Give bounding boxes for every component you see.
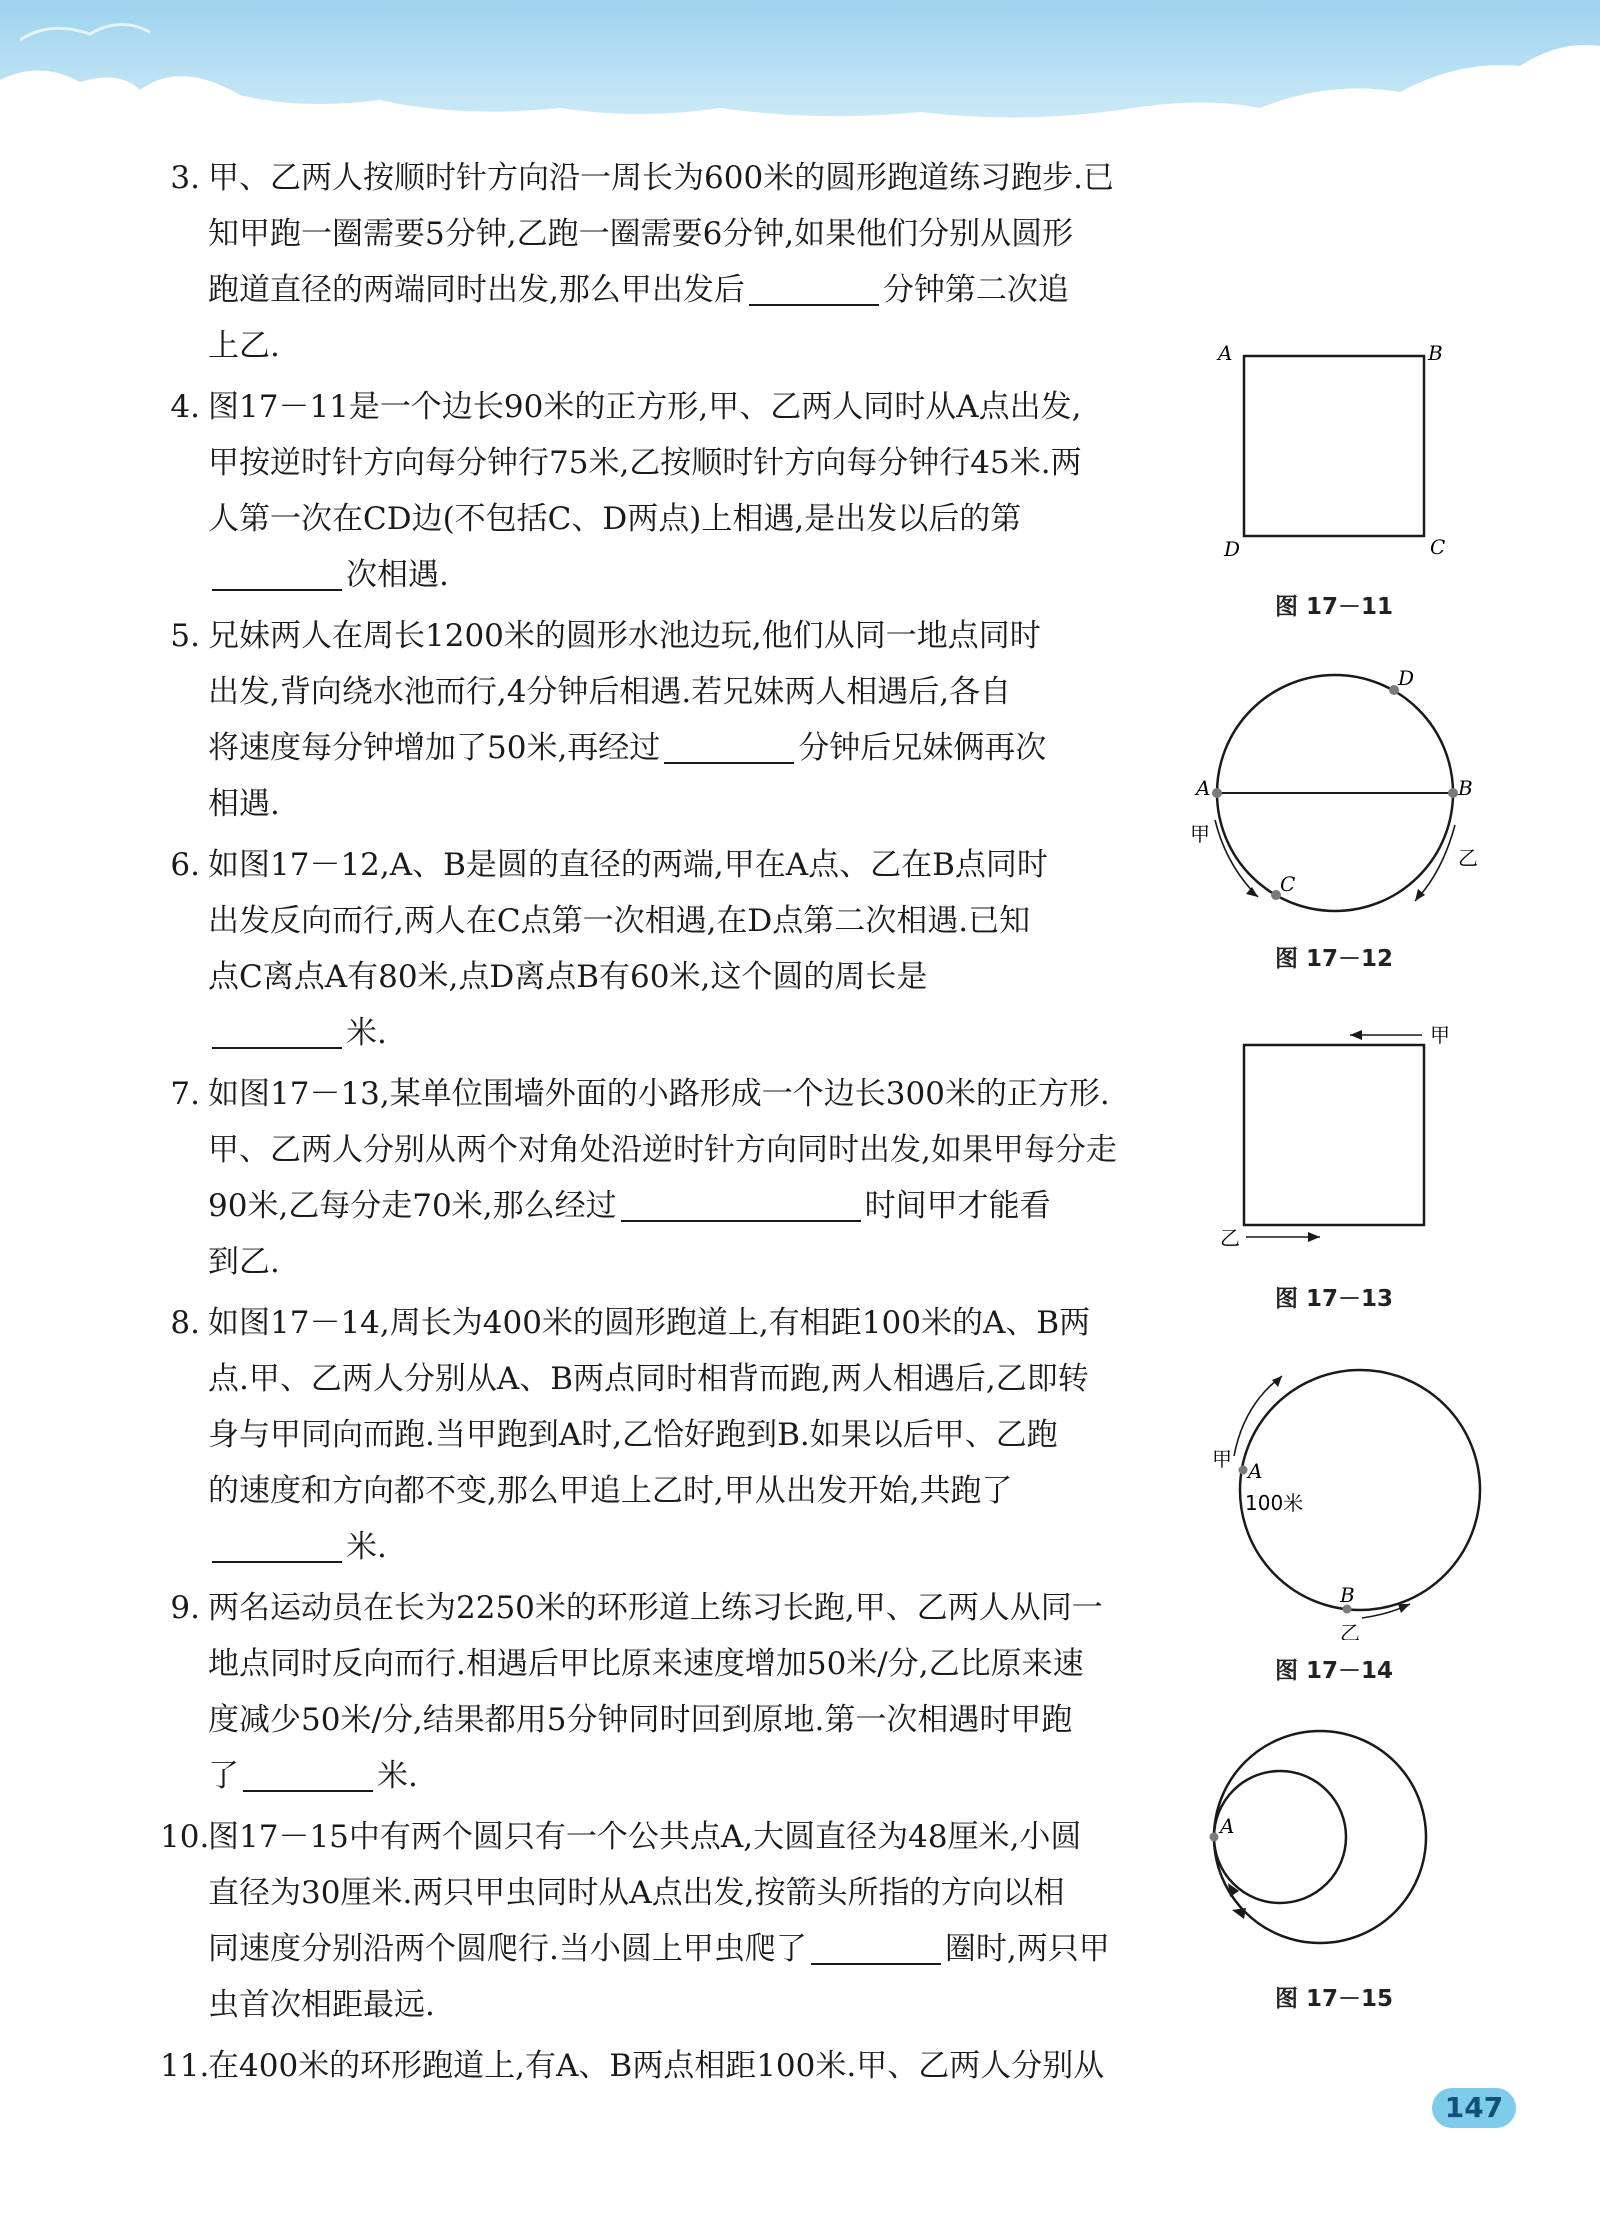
point-a (1239, 1466, 1248, 1475)
point-b (1448, 788, 1458, 798)
problem-line: 图17－11是一个边长90米的正方形,甲、乙两人同时从A点出发, (208, 389, 1082, 425)
problem-line: 甲按逆时针方向每分钟行75米,乙按顺时针方向每分钟行45米.两 (208, 445, 1082, 481)
label-b: B (1458, 776, 1473, 800)
caption-17-13: 图 17－13 (1275, 1286, 1394, 1312)
problem-line: 出发反向而行,两人在C点第一次相遇,在D点第二次相遇.已知 (208, 903, 1031, 939)
answer-blank[interactable] (212, 559, 342, 591)
problem-line: 相遇. (208, 786, 280, 822)
problem-line: 的速度和方向都不变,那么甲追上乙时,甲从出发开始,共跑了 (208, 1473, 1013, 1509)
problem-line: 在400米的环形跑道上,有A、B两点相距100米.甲、乙两人分别从 (208, 2048, 1105, 2084)
caption-17-15: 图 17－15 (1275, 1986, 1394, 2012)
square-shape (1244, 1045, 1424, 1225)
answer-blank[interactable] (212, 1017, 342, 1049)
problem-list (160, 150, 1160, 2099)
problem-11 (160, 2038, 1160, 2094)
problem-number: 3. (170, 160, 200, 196)
circle-shape (1240, 1370, 1480, 1610)
problem-line: 人第一次在CD边(不包括C、D两点)上相遇,是出发以后的第 (208, 501, 1022, 537)
label-jia: 甲 (1212, 1447, 1232, 1471)
answer-blank[interactable] (621, 1190, 861, 1222)
problem-line: 如图17－13,某单位围墙外面的小路形成一个边长300米的正方形. (208, 1076, 1110, 1112)
figure-17-12 (1190, 665, 1490, 925)
label-yi: 乙 (1458, 846, 1478, 870)
problem-number: 5. (170, 618, 200, 654)
problem-line: 米. (208, 1005, 1160, 1061)
problem-line: 如图17－14,周长为400米的圆形跑道上,有相距100米的A、B两 (208, 1305, 1091, 1341)
label-d: D (1398, 666, 1415, 690)
problem-number: 11. (160, 2048, 210, 2084)
label-dist: 100米 (1245, 1491, 1304, 1515)
answer-blank[interactable] (243, 1760, 373, 1792)
label-b: B (1428, 341, 1443, 365)
arrow-large-circle (1232, 1908, 1246, 1919)
figure-17-13 (1200, 1015, 1480, 1265)
problem-line: 出发,背向绕水池而行,4分钟后相遇.若兄妹两人相遇后,各自 (208, 674, 1012, 710)
problem-line: 虫首次相距最远. (208, 1987, 435, 2023)
problem-line: 甲、乙两人分别从两个对角处沿逆时针方向同时出发,如果甲每分走 (208, 1132, 1117, 1168)
problem-line: 同速度分别沿两个圆爬行.当小圆上甲虫爬了 圈时,两只甲 (208, 1931, 1110, 1967)
problem-line: 了 米. (208, 1758, 418, 1794)
answer-blank[interactable] (811, 1933, 941, 1965)
problem-number: 9. (170, 1590, 200, 1626)
answer-blank[interactable] (664, 732, 794, 764)
problem-line: 直径为30厘米.两只甲虫同时从A点出发,按箭头所指的方向以相 (208, 1875, 1065, 1911)
arrow-jia-head (1272, 1376, 1282, 1387)
problem-number: 7. (170, 1076, 200, 1112)
figure-17-14 (1190, 1360, 1490, 1640)
problem-line: 到乙. (208, 1244, 280, 1280)
problem-9 (160, 1580, 1160, 1804)
page-number: 147 (1432, 2088, 1516, 2128)
label-c: C (1430, 535, 1446, 559)
problem-number: 6. (170, 847, 200, 883)
problem-line: 米. (208, 1519, 1160, 1575)
problem-6 (160, 837, 1160, 1061)
label-c: C (1280, 872, 1296, 896)
figure-17-15 (1200, 1715, 1440, 2005)
problem-number: 4. (170, 389, 200, 425)
caption-17-11: 图 17－11 (1275, 594, 1394, 620)
problem-line: 两名运动员在长为2250米的环形道上练习长跑,甲、乙两人从同一 (208, 1590, 1103, 1626)
problem-line: 点C离点A有80米,点D离点B有60米,这个圆的周长是 (208, 959, 928, 995)
label-b: B (1340, 1583, 1355, 1607)
square-shape (1244, 356, 1424, 536)
large-circle (1214, 1731, 1426, 1943)
problem-10 (160, 1809, 1160, 2033)
problem-line: 图17－15中有两个圆只有一个公共点A,大圆直径为48厘米,小圆 (208, 1819, 1082, 1855)
problem-line: 点.甲、乙两人分别从A、B两点同时相背而跑,两人相遇后,乙即转 (208, 1361, 1089, 1397)
arrow-yi-head (1308, 1232, 1320, 1242)
arrow-jia (1234, 1376, 1282, 1456)
problem-8 (160, 1295, 1160, 1575)
arrow-jia-head (1246, 887, 1258, 897)
sky-header-banner (0, 0, 1600, 140)
label-a: A (1248, 1459, 1263, 1483)
arrow-yi-head (1398, 1604, 1410, 1613)
problem-4 (160, 379, 1160, 603)
point-a (1210, 1833, 1219, 1842)
arrow-jia-head (1350, 1030, 1362, 1040)
problem-line: 度减少50米/分,结果都用5分钟同时回到原地.第一次相遇时甲跑 (208, 1702, 1073, 1738)
figure-17-11 (1200, 330, 1460, 570)
label-a: A (1196, 776, 1211, 800)
label-yi: 乙 (1340, 1621, 1360, 1640)
arrow-yi (1415, 825, 1455, 901)
problem-line: 跑道直径的两端同时出发,那么甲出发后 分钟第二次追 (208, 272, 1069, 308)
label-jia: 甲 (1430, 1023, 1450, 1047)
label-yi: 乙 (1220, 1226, 1240, 1250)
label-jia: 甲 (1190, 822, 1210, 846)
point-a (1212, 788, 1222, 798)
problem-line: 知甲跑一圈需要5分钟,乙跑一圈需要6分钟,如果他们分别从圆形 (208, 216, 1074, 252)
label-d: D (1224, 537, 1241, 561)
label-a: A (1218, 341, 1233, 365)
caption-17-12: 图 17－12 (1275, 946, 1394, 972)
problem-line: 上乙. (208, 328, 280, 364)
answer-blank[interactable] (749, 274, 879, 306)
problem-number: 8. (170, 1305, 200, 1341)
caption-17-14: 图 17－14 (1275, 1658, 1394, 1684)
answer-blank[interactable] (212, 1531, 342, 1563)
problem-line: 次相遇. (208, 547, 1160, 603)
problem-line: 90米,乙每分走70米,那么经过 时间甲才能看 (208, 1188, 1051, 1224)
problem-line: 兄妹两人在周长1200米的圆形水池边玩,他们从同一地点同时 (208, 618, 1041, 654)
label-a: A (1220, 1814, 1235, 1838)
problem-line: 如图17－12,A、B是圆的直径的两端,甲在A点、乙在B点同时 (208, 847, 1048, 883)
problem-line: 身与甲同向而跑.当甲跑到A时,乙恰好跑到B.如果以后甲、乙跑 (208, 1417, 1058, 1453)
problem-7 (160, 1066, 1160, 1290)
problem-line: 甲、乙两人按顺时针方向沿一周长为600米的圆形跑道练习跑步.已 (208, 160, 1115, 196)
problem-line: 将速度每分钟增加了50米,再经过 分钟后兄妹俩再次 (208, 730, 1047, 766)
problem-5 (160, 608, 1160, 832)
problem-3 (160, 150, 1160, 374)
problem-number: 10. (160, 1819, 210, 1855)
problem-line: 地点同时反向而行.相遇后甲比原来速度增加50米/分,乙比原来速 (208, 1646, 1084, 1682)
